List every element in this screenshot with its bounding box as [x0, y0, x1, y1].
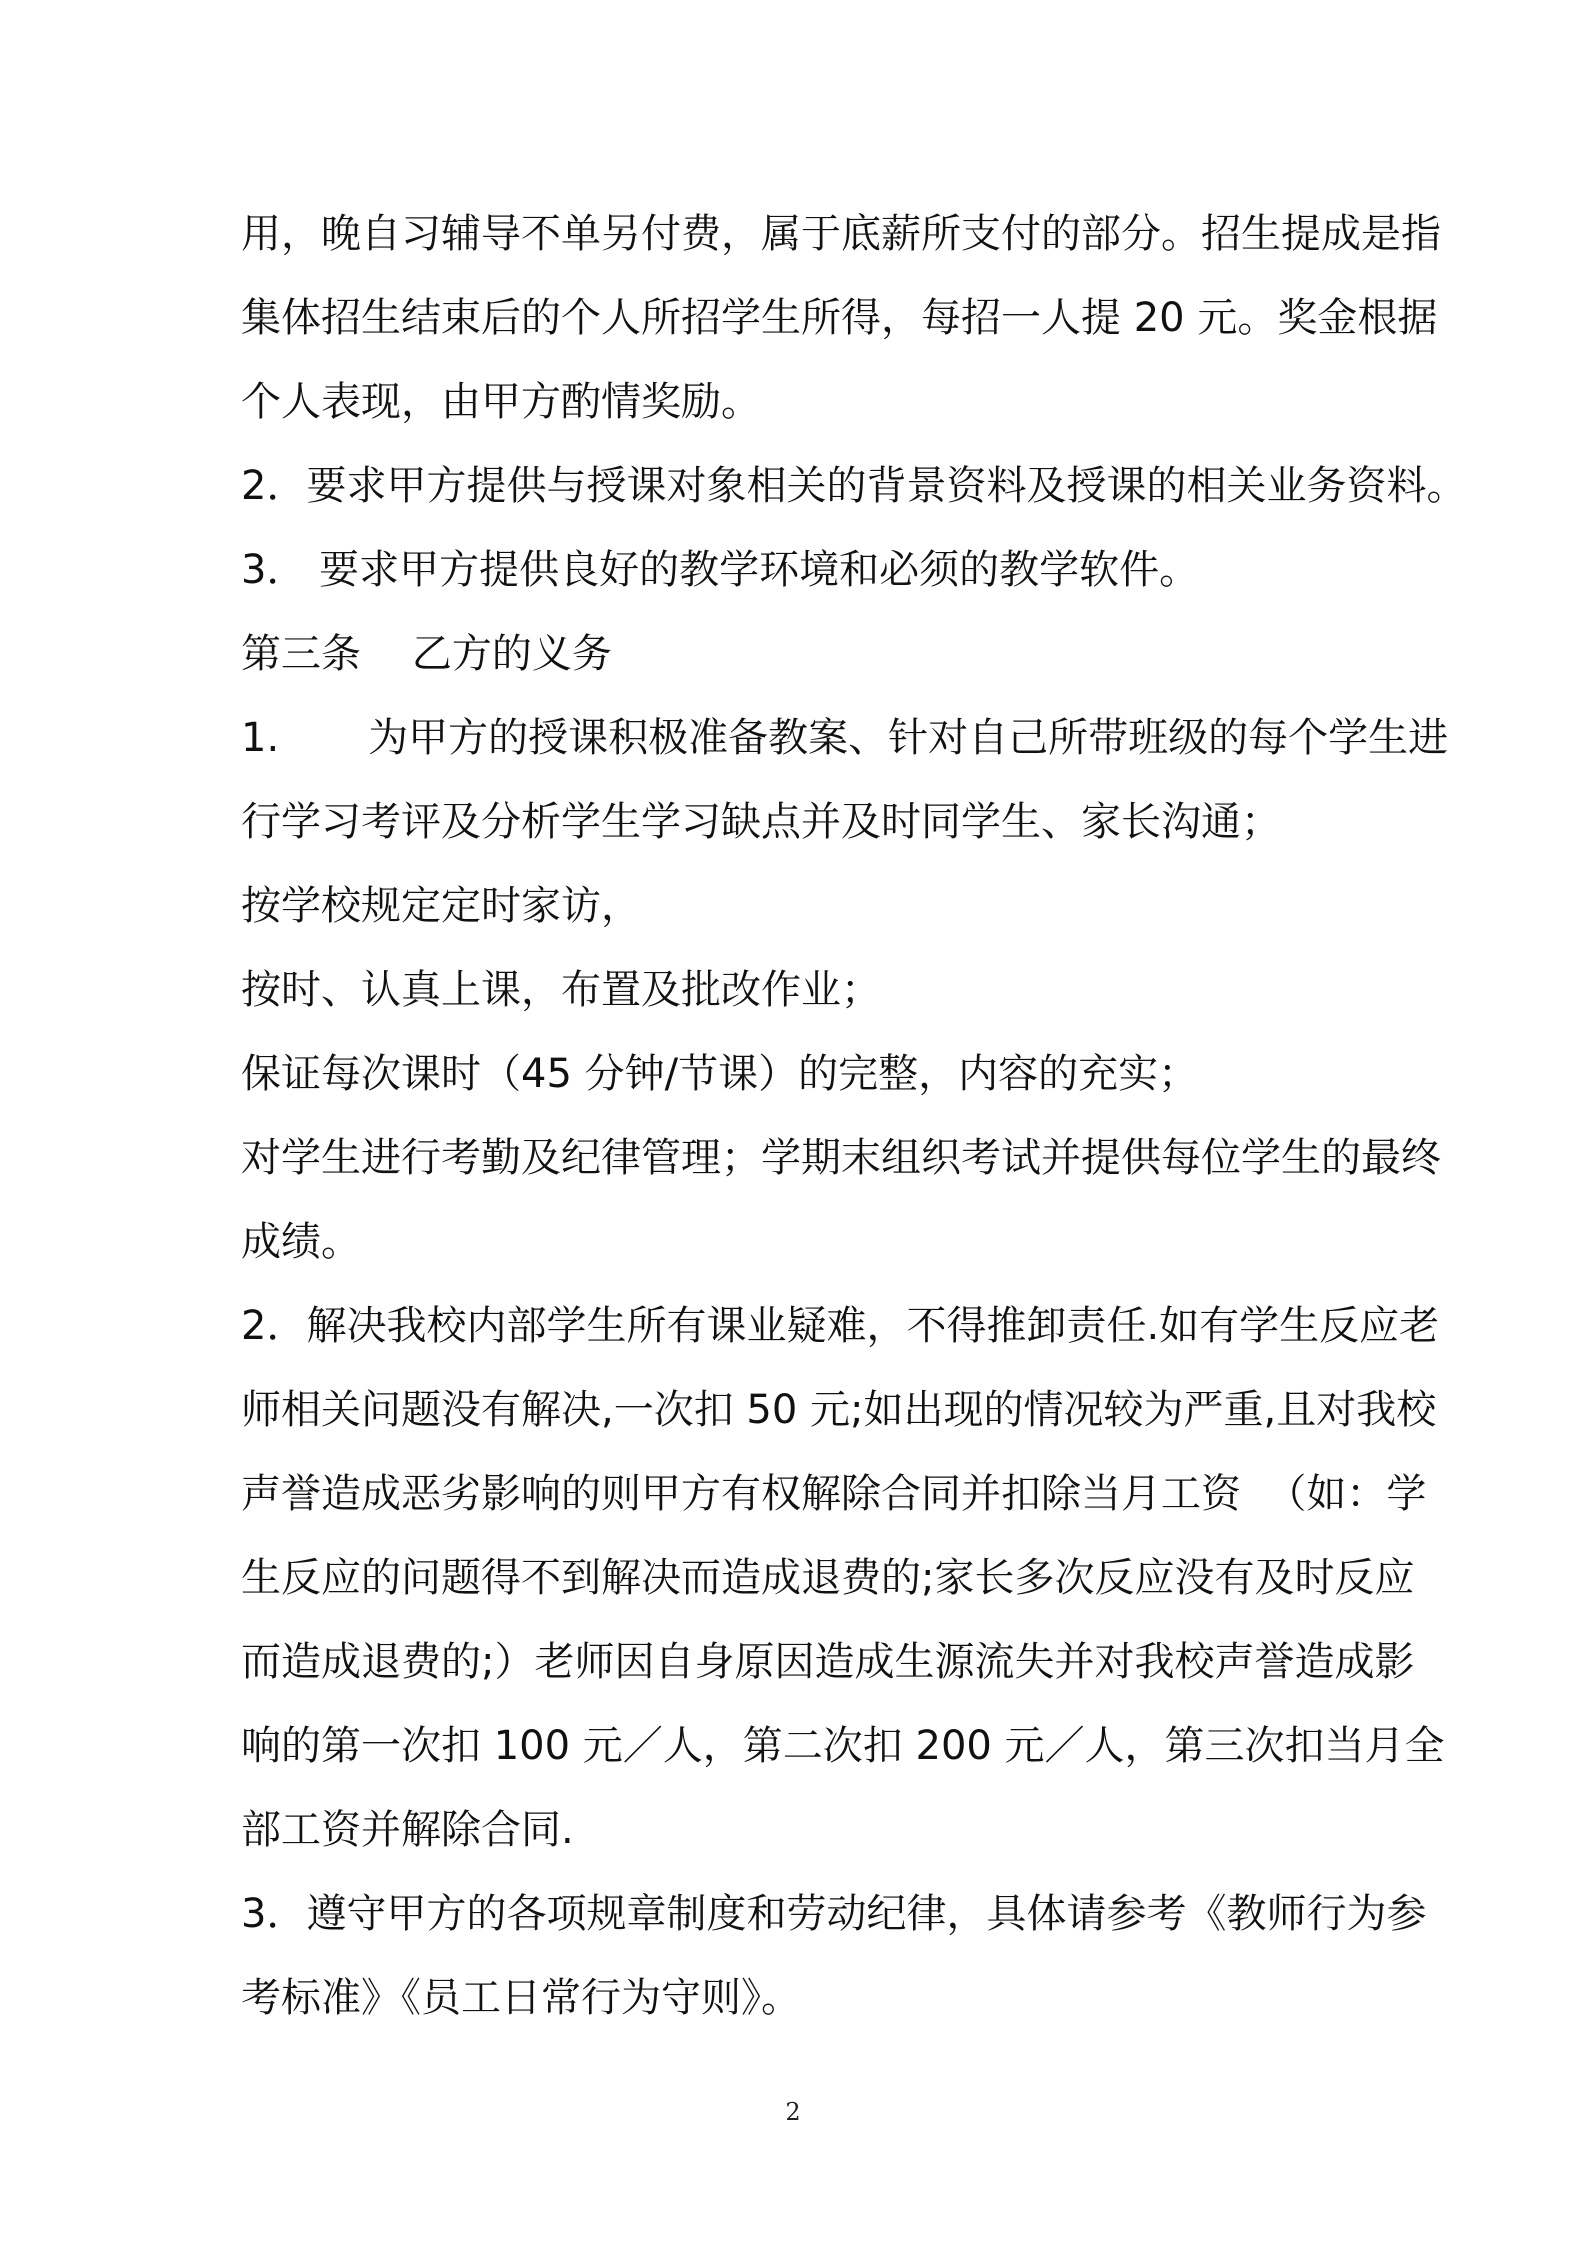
- body-line: 用，晚自习辅导不单另付费，属于底薪所支付的部分。招生提成是指: [241, 211, 1441, 257]
- body-line: 响的第一次扣 100 元／人，第二次扣 200 元／人，第三次扣当月全: [241, 1723, 1445, 1769]
- body-line: 行学习考评及分析学生学习缺点并及时同学生、家长沟通；: [241, 799, 1281, 845]
- page-number: 2: [785, 2098, 801, 2126]
- body-line: 师相关问题没有解决,一次扣 50 元;如出现的情况较为严重,且对我校: [241, 1387, 1437, 1433]
- body-line: 声誉造成恶劣影响的则甲方有权解除合同并扣除当月工资 （如：学: [241, 1471, 1427, 1517]
- body-line: 按时、认真上课，布置及批改作业；: [241, 967, 881, 1013]
- document-body: [241, 192, 1467, 2040]
- body-line: 保证每次课时（45 分钟/节课）的完整，内容的充实；: [241, 1051, 1199, 1097]
- body-line: 3． 要求甲方提供良好的教学环境和必须的教学软件。: [241, 547, 1200, 593]
- body-line: 对学生进行考勤及纪律管理；学期末组织考试并提供每位学生的最终: [241, 1135, 1441, 1181]
- body-line: 按学校规定定时家访，: [241, 883, 641, 929]
- body-line: 部工资并解除合同.: [241, 1807, 574, 1853]
- body-line: 2．解决我校内部学生所有课业疑难，不得推卸责任.如有学生反应老: [241, 1303, 1440, 1349]
- body-line: 2．要求甲方提供与授课对象相关的背景资料及授课的相关业务资料。: [241, 463, 1467, 509]
- body-line: 考标准》《员工日常行为守则》。: [241, 1975, 801, 2021]
- body-line: 生反应的问题得不到解决而造成退费的;家长多次反应没有及时反应: [241, 1555, 1415, 1601]
- body-line: 3．遵守甲方的各项规章制度和劳动纪律，具体请参考《教师行为参: [241, 1891, 1427, 1937]
- body-line: 而造成退费的;）老师因自身原因造成生源流失并对我校声誉造成影: [241, 1639, 1415, 1685]
- body-line: 成绩。: [241, 1219, 361, 1265]
- body-line: 1. 为甲方的授课积极准备教案、针对自己所带班级的每个学生进: [241, 715, 1449, 761]
- body-line: 个人表现，由甲方酌情奖励。: [241, 379, 761, 425]
- body-line: 集体招生结束后的个人所招学生所得，每招一人提 20 元。奖金根据: [241, 295, 1438, 341]
- section-heading: 第三条 乙方的义务: [241, 631, 612, 677]
